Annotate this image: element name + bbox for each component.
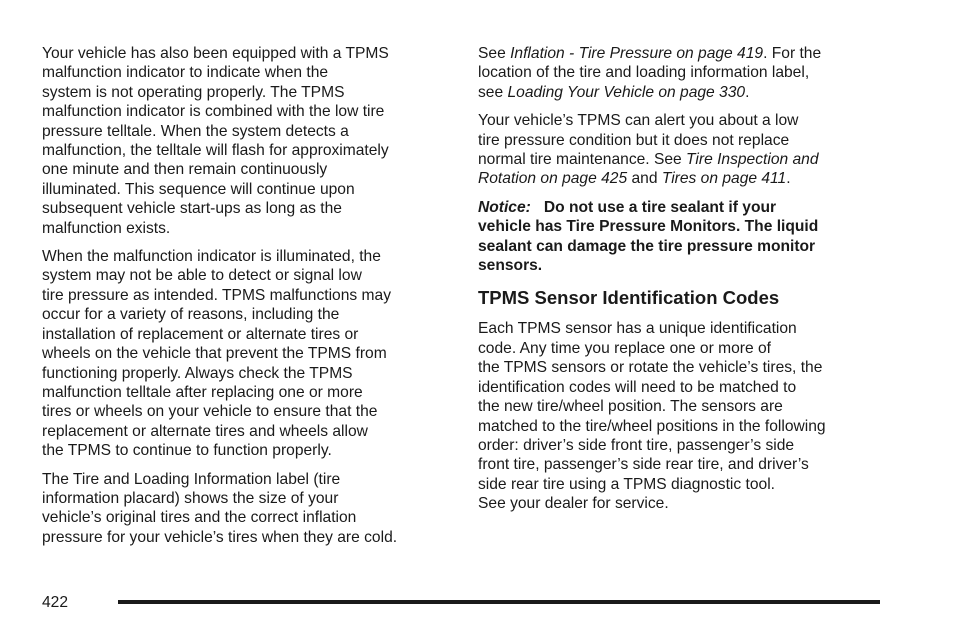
text-line: the TPMS sensors or rotate the vehicle’s tires, the	[478, 359, 823, 377]
text-line: side rear tire using a TPMS diagnostic tool.	[478, 475, 776, 493]
text-line: The Tire and Loading Information label (tire	[42, 470, 341, 488]
notice-label: Notice:	[478, 198, 531, 216]
text-line: When the malfunction indicator is illuminated, the	[42, 248, 381, 266]
cross-reference-link[interactable]: Inflation - Tire Pressure on page 419	[510, 45, 764, 62]
text-line: illuminated. This sequence will continue upon	[42, 180, 355, 198]
text-fragment: . For the	[763, 45, 822, 62]
text-line: replacement or alternate tires and wheels allow	[42, 422, 368, 440]
text-line: pressure for your vehicle’s tires when they are cold.	[42, 528, 398, 546]
malfunction-illuminated-paragraph	[42, 247, 452, 460]
text-line: malfunction telltale after replacing one or more	[42, 383, 363, 401]
right-column	[478, 44, 888, 523]
text-line: tires or wheels on your vehicle to ensure that the	[42, 403, 378, 421]
tire-loading-label-paragraph	[42, 470, 452, 548]
text-line: the new tire/wheel position. The sensors are	[478, 398, 783, 416]
text-line: vehicle has Tire Pressure Monitors. The liquid	[478, 218, 819, 236]
cross-reference-link[interactable]: Rotation on page 425	[478, 170, 628, 188]
text-line: Each TPMS sensor has a unique identification	[478, 320, 797, 338]
text-line: Your vehicle has also been equipped with a TPMS	[42, 45, 389, 62]
text-line: one minute and then remain continuously	[42, 161, 328, 179]
text-line: pressure telltale. When the system detects a	[42, 122, 349, 140]
text-line	[478, 150, 888, 169]
page-number: 422	[42, 594, 69, 611]
text-line: sensors.	[478, 257, 543, 275]
text-line	[478, 44, 888, 63]
text-line: order: driver’s side front tire, passenger’s side	[478, 436, 795, 454]
text-line: installation of replacement or alternate tires or	[42, 325, 359, 343]
text-line: subsequent vehicle start-ups as long as the	[42, 200, 342, 218]
text-line: malfunction, the telltale will flash for approximately	[42, 142, 389, 160]
text-line: sealant can damage the tire pressure monitor	[478, 237, 816, 255]
notice-paragraph	[478, 198, 888, 276]
see-inflation-paragraph	[478, 44, 888, 102]
text-line: system may not be able to detect or signal low	[42, 267, 362, 285]
text-fragment: .	[745, 83, 750, 101]
low-pressure-alert-paragraph	[478, 111, 888, 189]
text-line: malfunction indicator is combined with the low tire	[42, 103, 385, 121]
text-line	[478, 169, 888, 188]
text-fragment: Do not use a tire sealant if your	[543, 198, 777, 216]
text-line: occur for a variety of reasons, including the	[42, 306, 340, 324]
text-line: front tire, passenger’s side rear tire, and driver’s	[478, 456, 809, 474]
text-line: wheels on the vehicle that prevent the TPMS from	[42, 345, 387, 363]
malfunction-indicator-paragraph	[42, 44, 452, 238]
text-line: identification codes will need to be matched to	[478, 378, 797, 396]
text-line: malfunction exists.	[42, 219, 171, 237]
text-line: See your dealer for service.	[478, 495, 669, 513]
text-line: malfunction indicator to indicate when the	[42, 64, 329, 82]
text-line	[478, 198, 888, 217]
text-fragment: See	[478, 45, 511, 62]
text-line: tire pressure condition but it does not replace	[478, 131, 790, 149]
text-line: system is not operating properly. The TPMS	[42, 83, 345, 101]
text-fragment: see	[478, 83, 508, 101]
text-line: code. Any time you replace one or more of	[478, 339, 771, 357]
text-line: location of the tire and loading information label,	[478, 64, 810, 82]
text-line: matched to the tire/wheel positions in the following	[478, 417, 826, 435]
text-line: vehicle’s original tires and the correct inflation	[42, 509, 357, 527]
text-line: functioning properly. Always check the TPMS	[42, 364, 353, 382]
section-heading: TPMS Sensor Identification Codes	[478, 287, 780, 309]
text-line: the TPMS to continue to function properly.	[42, 442, 332, 460]
text-fragment: .	[786, 170, 791, 188]
text-line	[478, 83, 888, 102]
text-line: Your vehicle’s TPMS can alert you about a low	[478, 112, 799, 130]
text-line: tire pressure as intended. TPMS malfunctions may	[42, 286, 391, 304]
footer-rule	[118, 600, 880, 604]
left-column	[42, 44, 452, 556]
text-line: information placard) shows the size of your	[42, 489, 339, 507]
cross-reference-link[interactable]: Tires on page 411	[661, 170, 787, 188]
sensor-codes-paragraph	[478, 319, 888, 513]
text-fragment: normal tire maintenance. See	[478, 151, 687, 169]
cross-reference-link[interactable]: Tire Inspection and	[686, 151, 819, 169]
cross-reference-link[interactable]: Loading Your Vehicle on page 330	[507, 83, 746, 101]
text-fragment: and	[627, 170, 662, 188]
